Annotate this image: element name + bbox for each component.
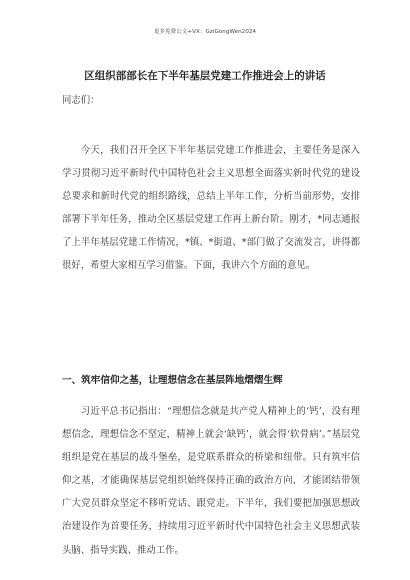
- paragraph-block-1: [62, 139, 360, 278]
- paragraph-1: 今天，我们召开全区下半年基层党建工作推进会，主要任务是深入学习贯彻习近平新时代中国特色社会主义思想全面落实新时代党的建设总要求和新时代党的组织路线，总结上半年工作，分析当前形势，安排部署下半年任务，推动全区基层党建工作再上新台阶。刚才，*同志通报了上半年基层党建工作情况，*镇、*街道、*部门做了交流发言，讲得都很好，希望大家相互学习借鉴。下面，我讲六个方面的意见。: [62, 145, 360, 272]
- header-promo-note: 更多免费公文+VX：GziGongWen2024: [153, 29, 257, 35]
- section-heading-1: 一、筑牢信仰之基，让理想信念在基层阵地熠熠生辉: [62, 375, 283, 386]
- paragraph-block-2: [62, 400, 360, 562]
- document-title: 区组织部部长在下半年基层党建工作推进会上的讲话: [84, 70, 326, 82]
- paragraph-2: 习近平总书记指出：“理想信念就是共产党人精神上的‘钙’，没有理想信念，理想信念不坚定，精神上就会‘缺钙’，就会得‘软骨病’。”基层党组织是党在基层的战斗堡垒，是党联系群众的桥梁和纽带。只有筑牢信仰之基，才能确保基层党组织始终保持正确的政治方向，才能团结带领广大党员群众坚定不移听党话、跟党走。下半年，我们要把加强思想政治建设作为首要任务，持续用习近平新时代中国特色社会主义思想武装头脑、指导实践、推动工作。: [62, 406, 360, 556]
- salutation: 同志们：: [62, 95, 100, 106]
